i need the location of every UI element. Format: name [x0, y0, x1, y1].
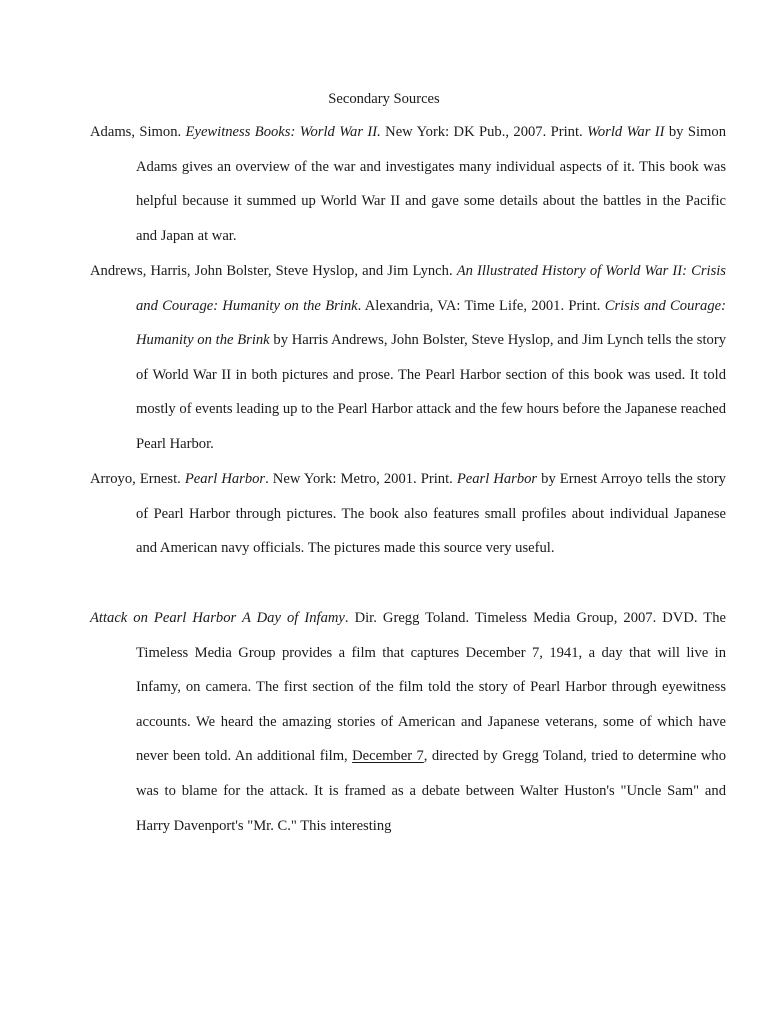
annotation-text: , directed by Gregg Toland, tried to determine who was to blame for the attack. It is framed as a debate between Walter Huston's "Uncle Sam" and Harry Davenport's "Mr. C." This interesting — [136, 748, 727, 834]
annotation-text: by Harris Andrews, John Bolster, Steve Hyslop, and Jim Lynch tells the story of World War II in both pictures and prose. The Pearl Harbor section of this book was used. It told mostly of events leading up to the Pearl Harbor attack and the few hours before the Japanese reached Pearl Harbor. — [136, 332, 726, 452]
citation-title: An Illustrated History of World War II: Crisis and Courage: Humanity on the Brink — [136, 263, 726, 314]
citation-title: Eyewitness Books: World War II. — [185, 124, 381, 140]
citation-entry — [90, 254, 726, 462]
citation-text: Andrews, Harris, John Bolster, Steve Hyslop, and Jim Lynch. — [90, 263, 457, 279]
citation-title: World War II — [587, 124, 665, 140]
citation-text: . Dir. Gregg Toland. Timeless Media Group, 2007. DVD. The Timeless Media Group provides a film that captures December 7, 1941, a day that will live in Infamy, on camera. The first section of the film told the story of Pearl Harbor through eyewitness accounts. We heard the amazing stories of American and Japanese veterans, some of which have never been told. An additional film, — [136, 610, 726, 765]
citation-title: Pearl Harbor — [184, 471, 266, 487]
citation-title: Attack on Pearl Harbor A Day of Infamy — [90, 610, 345, 626]
citation-text: New York: DK Pub., 2007. Print. — [380, 124, 588, 140]
film-title: December 7 — [352, 748, 424, 765]
citation-entry — [90, 462, 726, 566]
citation-text: Adams, Simon. — [90, 124, 186, 140]
citation-title: Pearl Harbor — [456, 471, 538, 487]
annotation-text: by Simon Adams gives an overview of the war and investigates many individual aspects of it. This book was helpful because it summed up World War II and gave some details about the battles in the Pacific and Japan at war. — [136, 124, 726, 244]
citation-entry — [90, 115, 726, 253]
citation-text: . Alexandria, VA: Time Life, 2001. Print. — [357, 297, 605, 314]
citation-entry — [90, 601, 726, 843]
page-title: Secondary Sources — [328, 91, 440, 107]
citation-text: Arroyo, Ernest. — [90, 471, 185, 487]
citation-title: Crisis and Courage: Humanity on the Brink — [136, 297, 726, 349]
citation-text: . New York: Metro, 2001. Print. — [265, 471, 457, 487]
annotation-text: by Ernest Arroyo tells the story of Pearl Harbor through pictures. The book also features small profiles about individual Japanese and American navy officials. The pictures made this source very useful. — [136, 471, 726, 557]
